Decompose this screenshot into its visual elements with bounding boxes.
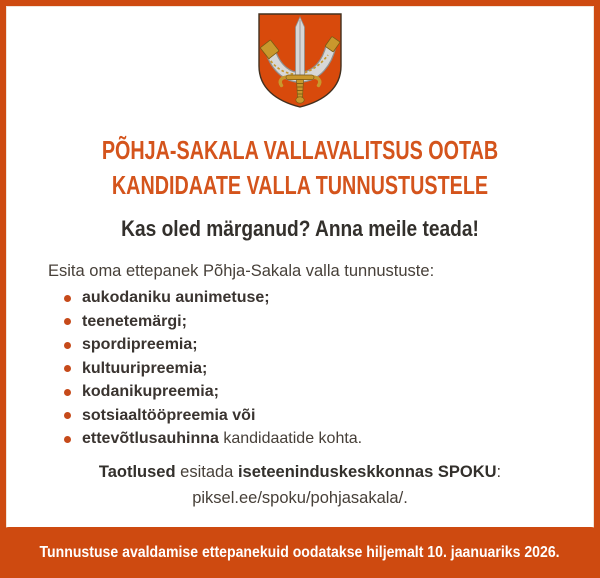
award-name: kodanikupreemia;	[82, 383, 219, 400]
submission-bold-intro: Taotlused	[98, 462, 176, 481]
award-name: ettevõtlusauhinna	[82, 430, 219, 447]
spoku-url: piksel.ee/spoku/pohjasakala/.	[192, 488, 408, 507]
list-item-kodanikupreemia	[64, 380, 594, 404]
list-item-teenetemark	[64, 310, 594, 334]
list-item-spordipreemia	[64, 333, 594, 357]
submission-info	[6, 459, 594, 511]
award-suffix: kandidaatide kohta.	[218, 430, 363, 447]
award-list	[6, 286, 594, 451]
award-name: kultuuripreemia;	[82, 359, 208, 377]
footer-banner	[0, 527, 600, 578]
coat-of-arms-icon	[255, 12, 345, 109]
list-item-aukodanik	[64, 286, 594, 310]
award-name: sotsiaaltööpreemia või	[82, 406, 256, 424]
submission-colon: :	[496, 462, 502, 481]
award-name: spordipreemia;	[82, 336, 198, 353]
page-title-line-2: KANDIDAATE VALLA TUNNUSTUSTELE	[111, 170, 489, 200]
award-name: aukodaniku aunimetuse;	[82, 289, 270, 306]
deadline-text: Tunnustuse avaldamise ettepanekuid oodatakse hiljemalt 10. jaanuariks 2026.	[39, 543, 561, 561]
submission-line	[99, 463, 501, 481]
list-item-kultuuripreemia	[64, 357, 594, 381]
subheading	[6, 216, 594, 242]
intro-text: Esita oma ettepanek Põhja-Sakala valla tunnustuste:	[48, 262, 435, 280]
submission-platform: iseteeninduskeskkonnas SPOKU	[237, 462, 497, 481]
page-title	[6, 133, 594, 203]
award-name: teenetemärgi;	[82, 312, 187, 330]
list-item-sotsiaaltoopreemia	[64, 404, 594, 428]
page-title-line-1: PÕHJA-SAKALA VALLAVALITSUS OOTAB	[101, 135, 499, 165]
list-item-ettevotlusauhind	[64, 427, 594, 451]
subheading-text: Kas oled märganud? Anna meile teada!	[121, 216, 479, 241]
submission-mid: esitada	[175, 462, 238, 481]
